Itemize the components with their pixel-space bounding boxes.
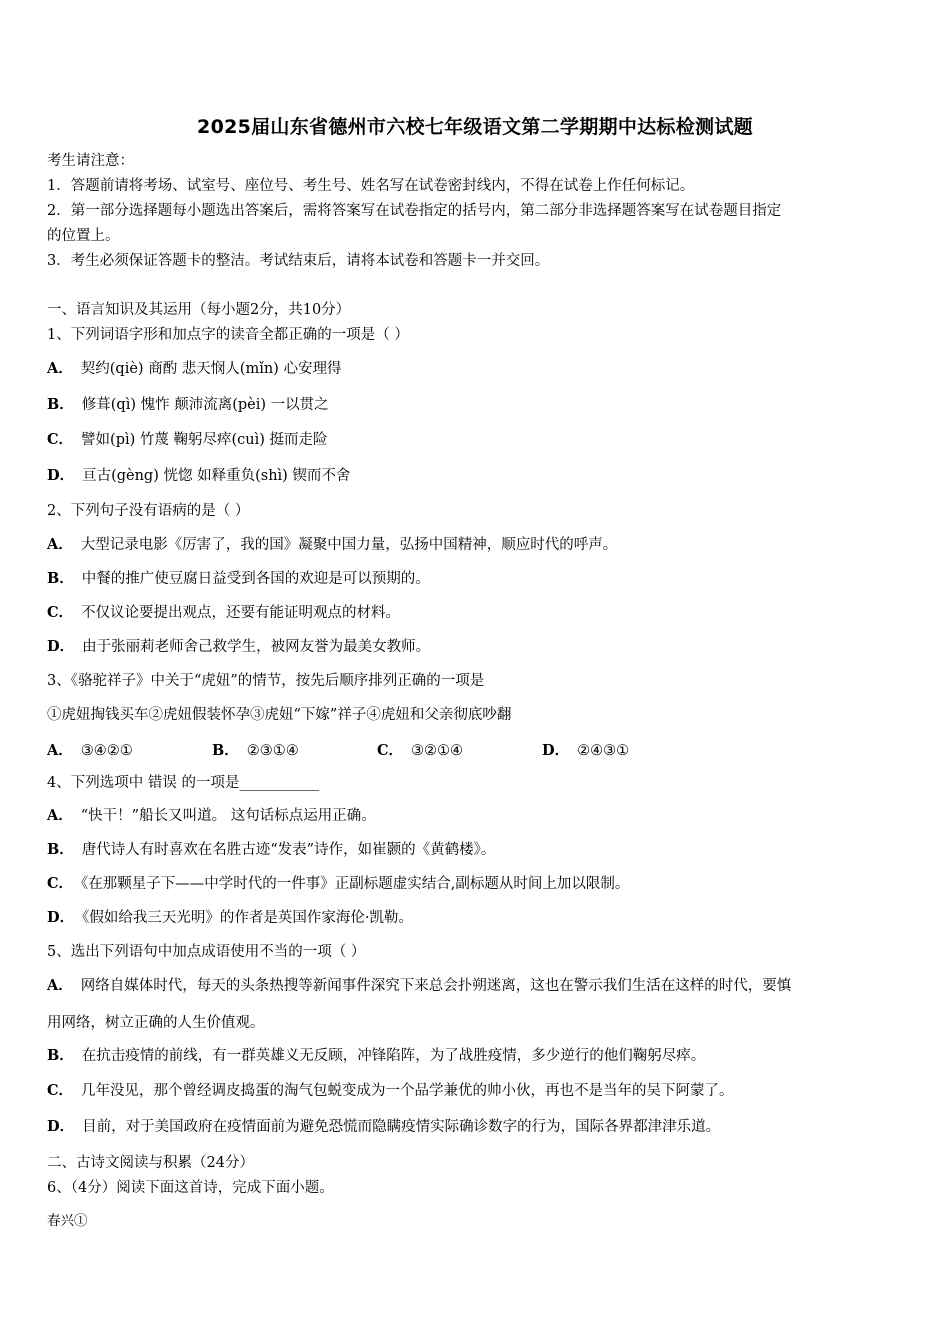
page-title: 2025届山东省德州市六校七年级语文第二学期期中达标检测试题 — [197, 116, 753, 138]
option-text: 《假如给我三天光明》的作者是英国作家海伦·凯勒。 — [82, 910, 413, 926]
option-text: 《在那颗星子下——中学时代的一件事》正副标题虚实结合,副标题从时间上加以限制。 — [81, 876, 630, 892]
notice-item-2: 2．第一部分选择题每小题选出答案后，需将答案写在试卷指定的括号内，第二部分非选择题答案写在试卷题目指定 — [47, 203, 782, 219]
q1-option-d — [47, 466, 350, 486]
q3-items: ①虎妞掏钱买车②虎妞假装怀孕③虎妞“下嫁”祥子④虎妞和父亲彻底吵翻 — [47, 707, 512, 723]
option-text: ②③①④ — [246, 743, 299, 759]
option-label: D． — [542, 742, 570, 759]
option-label: B． — [47, 570, 74, 587]
option-text: 由于张丽莉老师舍己救学生，被网友誉为最美女教师。 — [82, 639, 431, 655]
option-text: 譬如(pì) 竹蔑 鞠躬尽瘁(cuì) 挺而走险 — [81, 432, 328, 448]
option-label: A． — [47, 807, 73, 824]
option-text: ③②①④ — [411, 743, 464, 759]
option-text: 不仅议论要提出观点，还要有能证明观点的材料。 — [81, 605, 401, 621]
q3-option-d — [542, 739, 629, 760]
option-text: 亘古(gèng) 恍惚 如释重负(shì) 锲而不舍 — [82, 468, 351, 484]
q2-option-d — [47, 637, 430, 657]
option-text: 目前，对于美国政府在疫情面前为避免恐慌而隐瞒疫情实际确诊数字的行为，国际各界都津津乐道。 — [82, 1119, 721, 1135]
option-text: 修葺(qì) 愧怍 颠沛流离(pèi) 一以贯之 — [81, 397, 329, 413]
question-6: 6、（4分）阅读下面这首诗，完成下面小题。 — [47, 1180, 334, 1196]
question-3: 3、《骆驼祥子》中关于“虎妞”的情节，按先后顺序排列正确的一项是 — [47, 673, 485, 689]
option-label: B． — [47, 396, 74, 413]
option-text: 唐代诗人有时喜欢在名胜古迹“发表”诗作，如崔颢的《黄鹤楼》。 — [81, 842, 496, 858]
option-text: ③④②① — [80, 743, 133, 759]
option-label: B． — [47, 841, 74, 858]
option-label: C． — [377, 742, 404, 759]
notice-item-2-cont: 的位置上。 — [47, 228, 120, 244]
option-label: A． — [47, 360, 73, 377]
q5-option-d — [47, 1117, 720, 1137]
question-5: 5、选出下列语句中加点成语使用不当的一项（ ） — [47, 944, 366, 960]
q5-option-c — [47, 1081, 734, 1101]
option-text: 中餐的推广使豆腐日益受到各国的欢迎是可以预期的。 — [81, 571, 430, 587]
option-label: D． — [47, 909, 75, 926]
option-label: A． — [47, 536, 73, 553]
option-label: D． — [47, 638, 75, 655]
q5-option-a — [47, 976, 791, 996]
q4-option-d — [47, 908, 413, 928]
option-text: 网络自媒体时代，每天的头条热搜等新闻事件深究下来总会扑朔迷离，这也在警示我们生活在这样的时代，要慎 — [80, 978, 792, 994]
q4-option-a — [47, 806, 376, 826]
question-1: 1、下列词语字形和加点字的读音全都正确的一项是（ ） — [47, 327, 409, 343]
q4-option-c — [47, 874, 629, 894]
option-label: D． — [47, 467, 75, 484]
q2-option-a — [47, 535, 617, 555]
q1-option-b — [47, 395, 329, 415]
q3-option-c — [377, 739, 463, 760]
option-text: 契约(qiè) 商酌 悲天悯人(mǐn) 心安理得 — [80, 361, 342, 377]
q1-option-c — [47, 430, 328, 450]
section-heading-1: 一、语言知识及其运用（每小题2分，共10分） — [47, 302, 351, 318]
q3-option-a — [47, 739, 133, 760]
question-4: 4、下列选项中 错误 的一项是___________ — [47, 775, 320, 791]
q5-option-a-cont: 用网络，树立正确的人生价值观。 — [47, 1015, 265, 1031]
question-2: 2、下列句子没有语病的是（ ） — [47, 503, 250, 519]
option-label: A． — [47, 977, 73, 994]
option-label: B． — [212, 742, 239, 759]
option-text: 几年没见，那个曾经调皮捣蛋的淘气包蜕变成为一个品学兼优的帅小伙，再也不是当年的吴下阿蒙了。 — [81, 1083, 734, 1099]
option-text: ②④③① — [577, 743, 630, 759]
option-label: A． — [47, 742, 73, 759]
option-label: C． — [47, 1082, 74, 1099]
option-label: C． — [47, 604, 74, 621]
option-text: “快干！”船长又叫道。 这句话标点运用正确。 — [80, 808, 376, 824]
option-label: B． — [47, 1047, 74, 1064]
option-text: 大型记录电影《厉害了，我的国》凝聚中国力量，弘扬中国精神，顺应时代的呼声。 — [80, 537, 618, 553]
option-text: 在抗击疫情的前线，有一群英雄义无反顾，冲锋陷阵，为了战胜疫情，多少逆行的他们鞠躬尽瘁。 — [81, 1048, 706, 1064]
q2-option-b — [47, 569, 430, 589]
q5-option-b — [47, 1046, 705, 1066]
notice-item-1: 1．答题前请将考场、试室号、座位号、考生号、姓名写在试卷密封线内，不得在试卷上作任何标记。 — [47, 178, 695, 194]
q4-option-b — [47, 840, 495, 860]
poem-title: 春兴① — [47, 1213, 88, 1229]
section-heading-2: 二、古诗文阅读与积累（24分） — [47, 1155, 254, 1171]
option-label: C． — [47, 875, 74, 892]
q1-option-a — [47, 359, 341, 379]
option-label: C． — [47, 431, 74, 448]
option-label: D． — [47, 1118, 75, 1135]
notice-header: 考生请注意： — [47, 153, 134, 169]
q2-option-c — [47, 603, 400, 623]
notice-item-3: 3．考生必须保证答题卡的整洁。考试结束后，请将本试卷和答题卡一并交回。 — [47, 253, 550, 269]
q3-option-b — [212, 739, 299, 760]
